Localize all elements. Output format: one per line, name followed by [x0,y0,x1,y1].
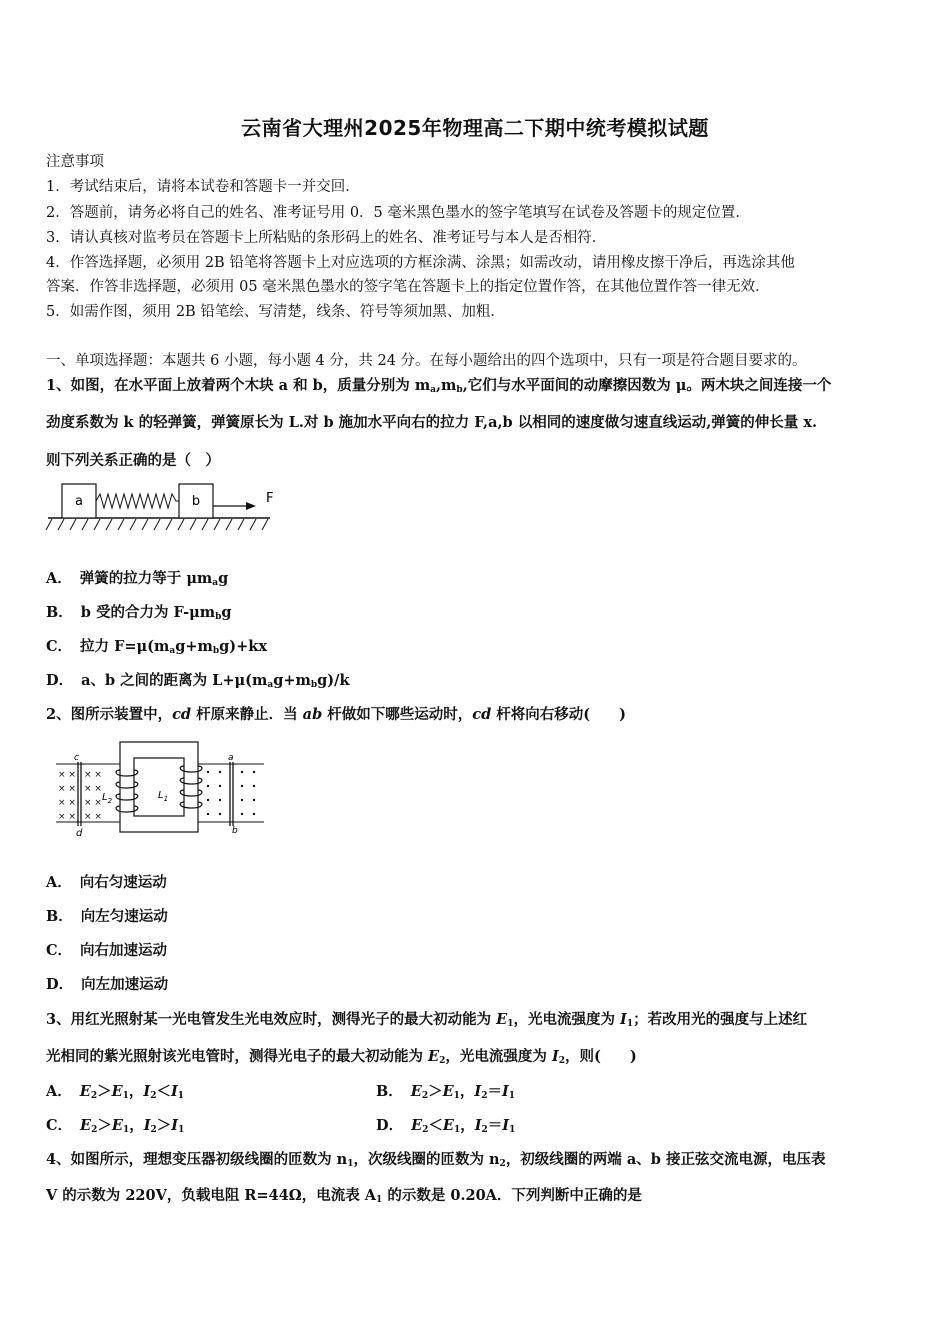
label-l1: $L_1$ [158,790,169,803]
notice-item-1: 1．考试结束后，请将本试卷和答题卡一并交回． [46,179,360,195]
force-arrow-icon [246,502,256,510]
q1-stem-line3: 则下列关系正确的是（ ） [46,452,220,469]
svg-text:× ×: × × [84,798,102,808]
q1-option-c: C． 拉力 $F=\mu(m_ag+m_bg)+kx$ [46,638,267,656]
q3-option-c: C． $E_2>E_1$，$I_2>I_1$ [46,1117,185,1135]
notice-item-4-cont: 答案．作答非选择题，必须用 05 毫米黑色墨水的签字笔在答题卡上的指定位置作答，在其他位置作答一律无效． [46,279,770,295]
q2-stem: 2、图所示装置中，cd 杆原来静止．当 ab 杆做如下哪些运动时，cd 杆将向右移动( ) [46,706,627,723]
q2-option-a: A． 向右匀速运动 [46,874,167,891]
notice-item-4: 4．作答选择题，必须用 2B 铅笔将答题卡上对应选项的方框涂满、涂黑；如需改动，请用橡皮擦干净后，再选涂其他 [46,255,795,271]
q2-option-d: D． 向左加速运动 [46,976,169,993]
page-title: 云南省大理州2025年物理高二下期中统考模拟试题 [241,116,709,140]
section-heading: 一、单项选择题：本题共 6 小题，每小题 4 分，共 24 分。在每小题给出的四个选项中，只有一项是符合题目要求的。 [46,353,807,369]
notice-item-2: 2．答题前，请务必将自己的姓名、准考证号用 0．5 毫米黑色墨水的签字笔填写在试卷及答题卡的规定位置． [46,205,750,221]
q1-figure [44,478,276,536]
q3-option-d: D． $E_2<E_1$，$I_2=I_1$ [376,1117,516,1135]
svg-text:× ×: × × [84,784,102,794]
field-into-page [58,770,102,822]
spring [96,494,179,508]
q1-option-d: D． a、b 之间的距离为 $L+\mu(m_ag+m_bg)/k$ [46,672,350,690]
q3-option-b: B． $E_2>E_1$，$I_2=I_1$ [376,1083,516,1101]
q2-option-c: C． 向右加速运动 [46,942,168,959]
force-label: F [266,491,274,506]
q1-option-b: B． b 受的合力为 $F-\mu m_bg$ [46,604,232,622]
svg-text:× ×: × × [58,770,76,780]
q1-stem-line2: 劲度系数为 k 的轻弹簧，弹簧原长为 L.对 b 施加水平向右的拉力 F,a,b 以相同的速度做匀速直线运动,弹簧的伸长量 x. [46,414,818,431]
svg-text:× ×: × × [58,812,76,822]
label-l2: $L_2$ [102,792,113,805]
label-a: a [228,753,234,763]
svg-text:× ×: × × [84,770,102,780]
q4-stem-line1: 4、如图所示，理想变压器初级线圈的匝数为 $n_1$，次级线圈的匝数为 $n_2$，初级线圈的两端 a、b 接正弦交流电源，电压表 [46,1151,826,1169]
q1-option-a: A． 弹簧的拉力等于 $\mu m_ag$ [46,570,229,588]
q3-stem-line1: 3、用红光照射某一光电管发生光电效应时，测得光子的最大初动能为 $E_1$，光电流强度为 $I_1$；若改用光的强度与上述红 [46,1011,808,1029]
notice-item-5: 5．如需作图，须用 2B 铅笔绘、写清楚，线条、符号等须加黑、加粗． [46,304,505,320]
notice-heading: 注意事项 [46,154,104,170]
block-b-label: b [191,494,201,509]
svg-text:× ×: × × [84,812,102,822]
label-c: c [74,753,79,763]
q3-stem-line2: 光相同的紫光照射该光电管时，测得光电子的最大初动能为 $E_2$，光电流强度为 $I_2$，则( ) [46,1048,637,1066]
label-b: b [232,826,238,836]
block-a-label: a [75,494,83,509]
iron-core [120,742,198,832]
q1-stem-line1: 1、如图，在水平面上放着两个木块 a 和 b，质量分别为 $m_a,m_b$,它们与水平面间的动摩擦因数为 μ。两木块之间连接一个 [46,377,832,395]
q2-option-b: B． 向左匀速运动 [46,908,168,925]
svg-text:× ×: × × [58,798,76,808]
q4-stem-line2: V 的示数为 220V，负载电阻 R=44Ω，电流表 $A_1$ 的示数是 0.20A．下列判断中正确的是 [46,1187,642,1205]
field-out-of-page [207,771,255,815]
q3-option-a: A． $E_2>E_1$，$I_2<I_1$ [46,1083,185,1101]
label-d: d [76,828,83,839]
q2-figure [54,740,274,840]
notice-item-3: 3．请认真核对监考员在答题卡上所粘贴的条形码上的姓名、准考证号与本人是否相符． [46,230,607,246]
svg-text:× ×: × × [58,784,76,794]
